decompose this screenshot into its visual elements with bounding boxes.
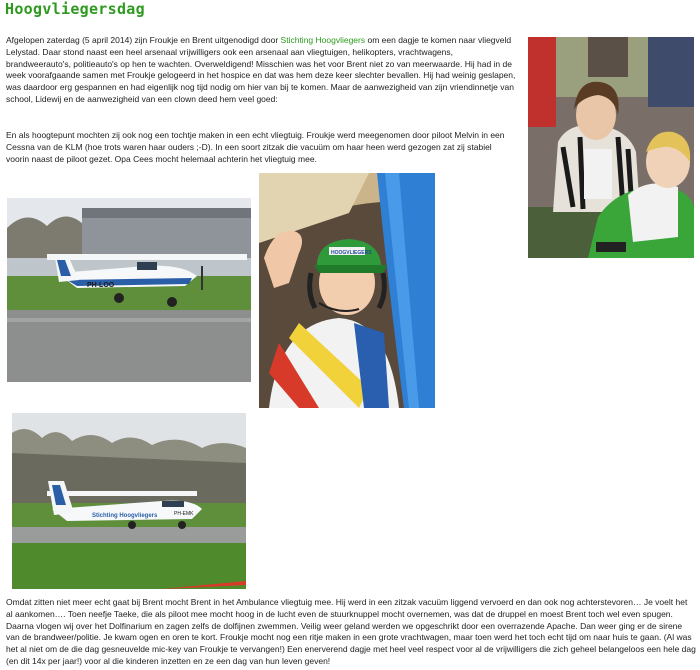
cessna-registration: PH-LOO xyxy=(87,282,115,289)
caravan-livery: Stichting Hoogvliegers xyxy=(92,513,158,519)
ambulance-paragraph: Omdat zitten niet meer echt gaat bij Brent mocht Brent in het Ambulance vliegtuig mee. Hij werd in een zitzak vacuüm liggend vervoerd en dan ook nog achterstevoren… Je voelt het al aankomen…. Toen neefje Taeke, die als piloot mee mocht hoog in de lucht even de stuurknuppel mocht overnemen, was dat de druppel en moest Brent toch wel even spugen. Daarna vlogen wij over het Dolfinarium en zagen zelfs de dolfijnen zwemmen. Veilig weer geland werden we opgeschrikt door een overrazende Apache. Dan weer ging er de sirene van de brandweer/politie. Je kwam ogen en oren te kort. Froukje mocht nog een ritje maken in een grote vrachtwagen, maar toen werd het toch echt tijd om naar huis te gaan. (Al was het al niet om de die dag gesneuvelde mic-key van Froukje te vervangen!) Een enerverend dagje met heel veel respect voor al de vrijwilligers die zich geheel belangeloos een hele dag (en dit 14x per jaar!) voor al die kinderen inzetten en ze een dag van hun leven geven! xyxy=(6,597,696,666)
cap-lettering: HOOGVLIEGERS xyxy=(331,250,372,256)
photo-ambulance-aircraft xyxy=(12,413,246,589)
caravan-registration: PH-EMK xyxy=(174,511,194,517)
intro-paragraph xyxy=(6,35,516,106)
photo-child-in-cockpit xyxy=(259,173,435,408)
photo-froukje-with-friend xyxy=(528,37,694,258)
intro-text-end: om een dagje te komen naar vliegveld Lelystad. Daar stond naast een heel arsenaal vrijwilligers ook een arsenaal aan vliegtuigen, helikopters, vrachtwagens, brandweerauto's, politieauto's op hen te wachten. Overweldigend! Misschien was het voor Brent niet zo van meerwaarde. Hij had in de week voorafgaande samen met Froukje gelogeerd in het hospice en dat was hem deze keer slechter bevallen. Hij had weinig geslapen, was daardoor erg gespannen en had eigenlijk nog tijd nodig om hier van bij te komen. Maar de aanwezigheid van zijn vriendinnetje van school, Lidewij en de aanwezigheid van een clown deed hem veel goed: xyxy=(6,35,516,104)
flight-paragraph: En als hoogtepunt mochten zij ook nog een tochtje maken in een echt vliegtuig. Froukje werd meegenomen door piloot Melvin in een Cessna van de KLM (hoe trots waren haar ouders ;-D). In een soort zitzak die vacuüm om haar heen werd gezogen zat zij stabiel voorin naast de piloot gezet. Opa Cees mocht helemaal achterin het vliegtuig mee. xyxy=(6,130,505,164)
intro-text-start: Afgelopen zaterdag (5 april 2014) zijn Froukje en Brent uitgenodigd door xyxy=(6,35,281,45)
page-title: Hoogvliegersdag xyxy=(5,0,145,18)
stichting-hoogvliegers-link[interactable]: Stichting Hoogvliegers xyxy=(280,35,366,45)
photo-cessna-aircraft xyxy=(7,198,251,382)
